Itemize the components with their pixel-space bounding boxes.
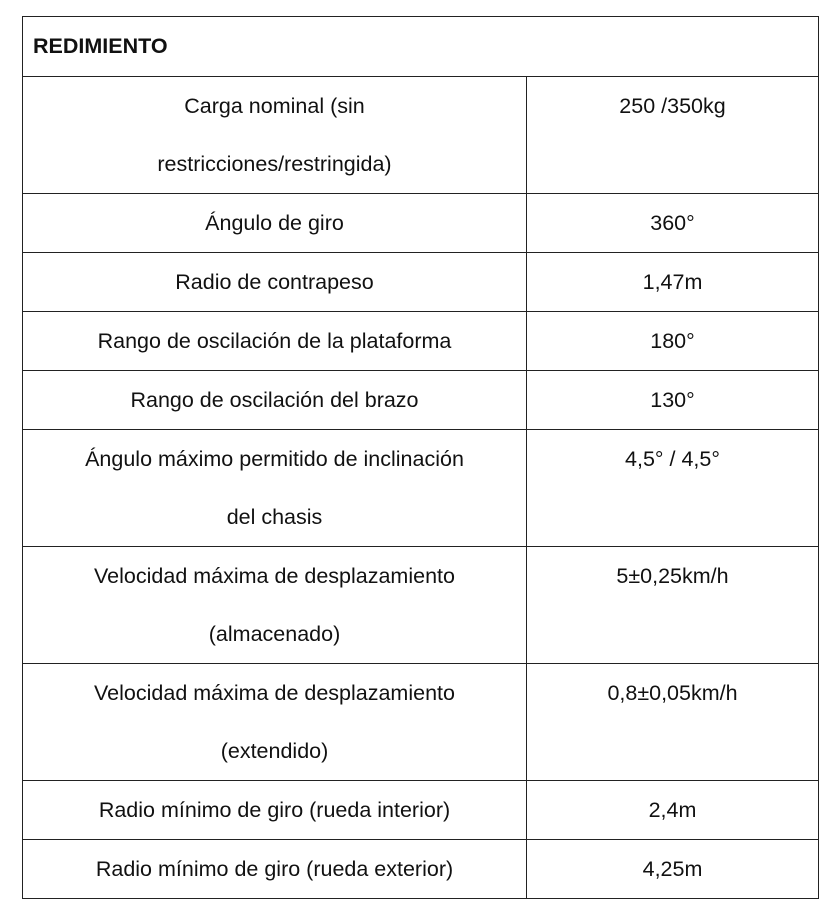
spec-label-line: Velocidad máxima de desplazamiento <box>94 681 455 705</box>
spec-value: 2,4m <box>527 781 819 840</box>
spec-value: 5±0,25km/h <box>527 547 819 664</box>
spec-value: 360° <box>527 194 819 253</box>
table-row <box>23 77 819 194</box>
performance-spec-table <box>22 16 819 899</box>
spec-label-line: restricciones/restringida) <box>157 152 392 176</box>
table-row <box>23 781 819 840</box>
table-header-row <box>23 17 819 77</box>
spec-label-line: del chasis <box>226 505 323 529</box>
spec-value: 130° <box>527 371 819 430</box>
spec-value: 1,47m <box>527 253 819 312</box>
table-row <box>23 253 819 312</box>
table-row <box>23 312 819 371</box>
spec-label <box>23 430 527 547</box>
spec-value: 4,5° / 4,5° <box>527 430 819 547</box>
spec-label: Radio de contrapeso <box>23 253 527 312</box>
table-row <box>23 664 819 781</box>
table-row <box>23 430 819 547</box>
spec-label-line: Carga nominal (sin <box>184 94 365 118</box>
table-row <box>23 840 819 899</box>
spec-value: 250 /350kg <box>527 77 819 194</box>
table-row <box>23 371 819 430</box>
spec-label: Rango de oscilación del brazo <box>23 371 527 430</box>
spec-label: Radio mínimo de giro (rueda interior) <box>23 781 527 840</box>
spec-label: Radio mínimo de giro (rueda exterior) <box>23 840 527 899</box>
table-title: REDIMIENTO <box>23 17 819 77</box>
spec-label: Ángulo de giro <box>23 194 527 253</box>
table-row <box>23 194 819 253</box>
spec-label-line: (almacenado) <box>208 622 341 646</box>
spec-label <box>23 547 527 664</box>
spec-label-line: (extendido) <box>220 739 329 763</box>
spec-value: 0,8±0,05km/h <box>527 664 819 781</box>
spec-label-line: Velocidad máxima de desplazamiento <box>94 564 455 588</box>
table-row <box>23 547 819 664</box>
spec-label <box>23 77 527 194</box>
spec-label <box>23 664 527 781</box>
spec-value: 180° <box>527 312 819 371</box>
spec-label-line: Ángulo máximo permitido de inclinación <box>85 447 464 471</box>
spec-label: Rango de oscilación de la plataforma <box>23 312 527 371</box>
spec-value: 4,25m <box>527 840 819 899</box>
